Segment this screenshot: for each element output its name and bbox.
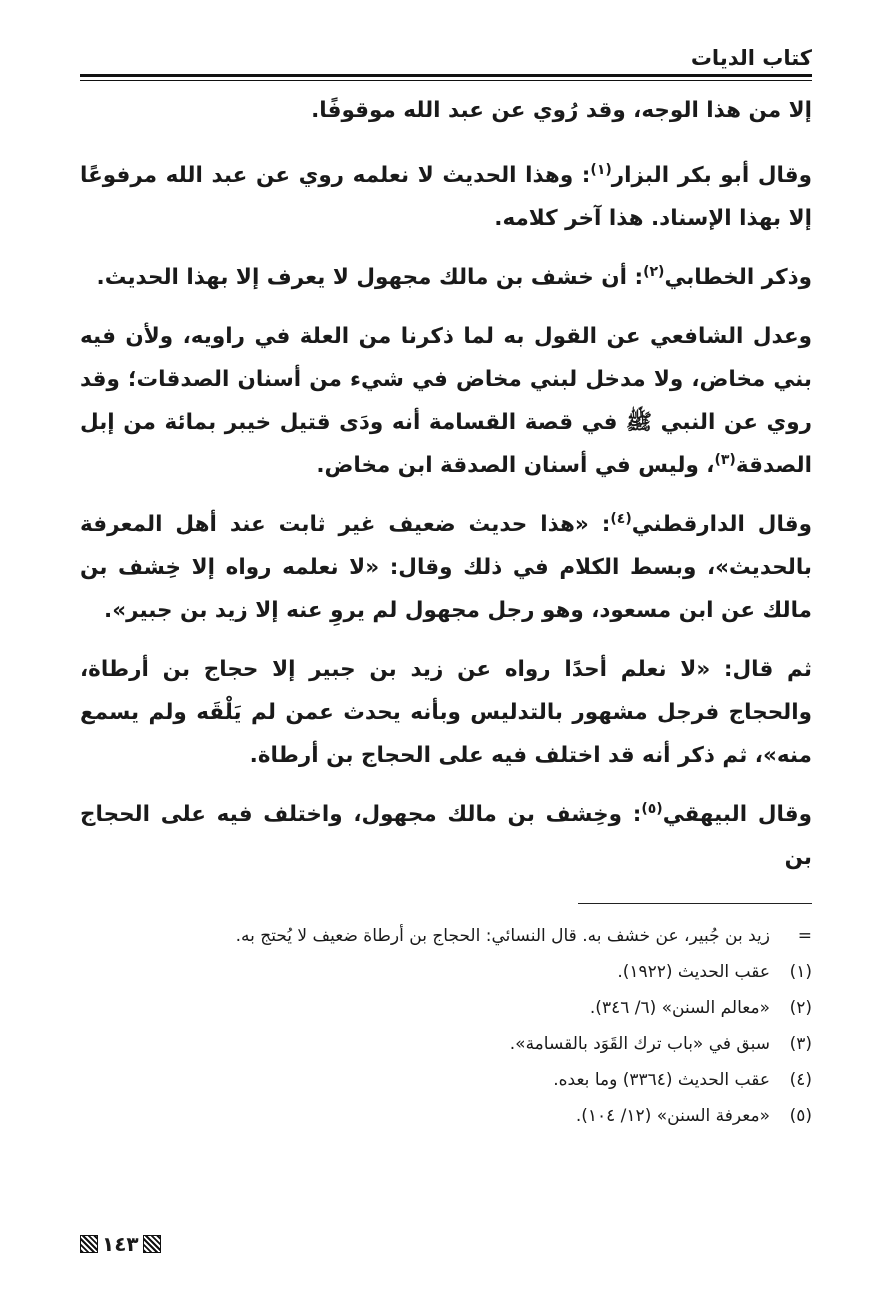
footnote-ref[interactable]: (٤) bbox=[610, 510, 632, 527]
paragraph bbox=[80, 315, 812, 487]
footnote bbox=[80, 954, 812, 990]
footnote-text: زيد بن جُبير، عن خشف به. قال النسائي: الحجاج بن أرطاة ضعيف لا يُحتج به. bbox=[235, 926, 770, 946]
paragraph-text: : وخِشف بن مالك مجهول، واختلف فيه على الحجاج بن bbox=[80, 802, 812, 870]
paragraph-text: ، وليس في أسنان الصدقة ابن مخاض. bbox=[316, 453, 715, 478]
footnote-number: (٤) bbox=[789, 1070, 812, 1090]
footnote bbox=[80, 918, 812, 954]
footnote bbox=[80, 1062, 812, 1098]
footnote-ref[interactable]: (١) bbox=[590, 161, 612, 178]
running-header bbox=[80, 34, 812, 74]
footnote bbox=[80, 1026, 812, 1062]
paragraph bbox=[80, 648, 812, 777]
footnote bbox=[80, 990, 812, 1026]
paragraph-text: ثم قال: «لا نعلم أحدًا رواه عن زيد بن جبير إلا حجاج بن أرطاة، والحجاج فرجل مشهور بالتدليس وبأنه يحدث عمن لم يَلْقَه ولم يسمع منه»، ثم ذكر أنه قد اختلف فيه على الحجاج بن أرطاة. bbox=[80, 657, 812, 768]
footnote-number: (٢) bbox=[789, 998, 812, 1018]
running-title: كتاب الديات bbox=[690, 46, 812, 70]
footnotes bbox=[80, 918, 812, 1134]
paragraph-text: : أن خشف بن مالك مجهول لا يعرف إلا بهذا الحديث. bbox=[96, 265, 644, 290]
paragraph-text: وقال الدارقطني bbox=[631, 512, 812, 537]
main-text bbox=[80, 89, 812, 879]
footnote-text: عقب الحديث (٣٣٦٤) وما بعده. bbox=[553, 1070, 770, 1090]
footnote-number: (١) bbox=[789, 962, 812, 982]
ornament-icon bbox=[143, 1235, 161, 1253]
header-rule bbox=[80, 74, 812, 81]
paragraph-text: وقال أبو بكر البزار bbox=[611, 163, 812, 188]
ornament-icon bbox=[80, 1235, 98, 1253]
paragraph bbox=[80, 793, 812, 879]
paragraph bbox=[80, 154, 812, 240]
footnote-ref[interactable]: (٣) bbox=[714, 451, 736, 468]
footnote-ref[interactable]: (٢) bbox=[643, 263, 665, 280]
paragraph-text: : «هذا حديث ضعيف غير ثابت عند أهل المعرفة بالحديث»، وبسط الكلام في ذلك وقال: «لا نعلمه رواه إلا خِشف بن مالك عن ابن مسعود، وهو رجل مجهول لم يروِ عنه إلا زيد بن جبير». bbox=[80, 512, 812, 623]
footnote-separator bbox=[578, 903, 812, 904]
page-number-block bbox=[80, 1232, 161, 1256]
footnote-text: سبق في «باب ترك القَوَد بالقسامة». bbox=[509, 1034, 770, 1054]
footnote-ref[interactable]: (٥) bbox=[641, 800, 663, 817]
paragraph-text: إلا من هذا الوجه، وقد رُوي عن عبد الله موقوفًا. bbox=[311, 98, 812, 123]
page-number: ١٤٣ bbox=[102, 1232, 139, 1256]
footnote-text: عقب الحديث (١٩٢٢). bbox=[617, 962, 770, 982]
footnote-text: «معرفة السنن» (١٢/ ١٠٤). bbox=[575, 1106, 770, 1126]
paragraph-text: وعدل الشافعي عن القول به لما ذكرنا من العلة في راويه، ولأن فيه بني مخاض، ولا مدخل لبني مخاض في شيء من أسنان الصدقات؛ وقد روي عن النبي ﷺ في قصة القسامة أنه ودَى قتيل خيبر بمائة من إبل الصدقة bbox=[80, 324, 812, 478]
footnote-text: «معالم السنن» (٦/ ٣٤٦). bbox=[589, 998, 770, 1018]
book-page bbox=[80, 34, 812, 1264]
footnote-number: = bbox=[797, 926, 812, 946]
paragraph-text: : وهذا الحديث لا نعلمه روي عن عبد الله مرفوعًا إلا بهذا الإسناد. هذا آخر كلامه. bbox=[80, 163, 812, 231]
paragraph-text: وقال البيهقي bbox=[662, 802, 812, 827]
paragraph-text: وذكر الخطابي bbox=[664, 265, 812, 290]
footnote bbox=[80, 1098, 812, 1134]
paragraph bbox=[80, 503, 812, 632]
footnote-number: (٣) bbox=[789, 1034, 812, 1054]
paragraph bbox=[80, 89, 812, 132]
footnote-number: (٥) bbox=[789, 1106, 812, 1126]
paragraph bbox=[80, 256, 812, 299]
